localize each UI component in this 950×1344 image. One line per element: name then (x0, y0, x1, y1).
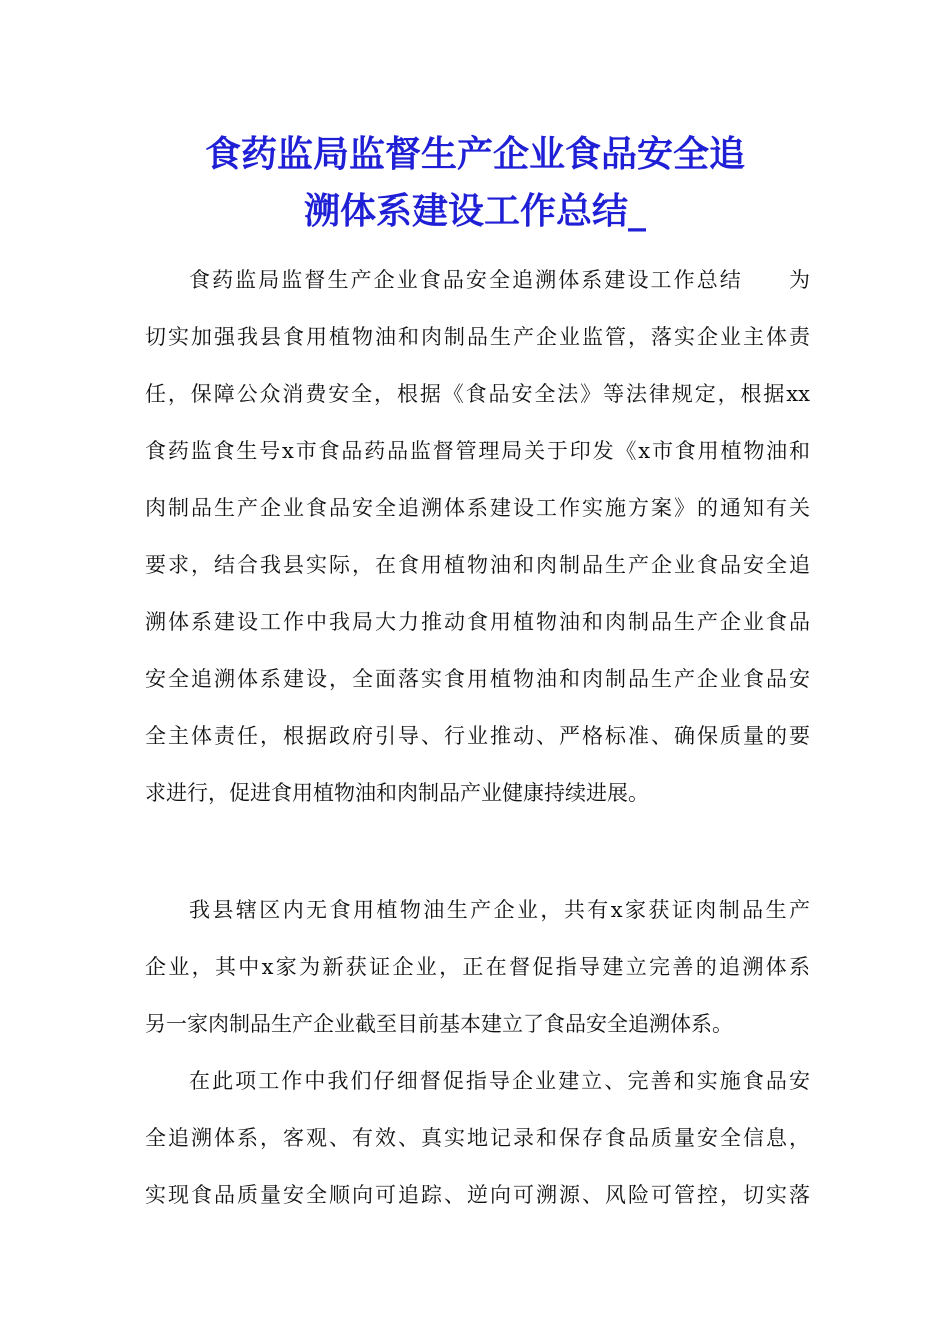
title-line-1: 食药监局监督生产企业食品安全追 (204, 134, 745, 175)
paragraph-line: 企业，其中x家为新获证企业，正在督促指导建立完善的追溯体系 (145, 955, 810, 979)
paragraph-line: 要求，结合我县实际，在食用植物油和肉制品生产企业食品安全追 (145, 553, 810, 577)
paragraph-line: 我县辖区内无食用植物油生产企业，共有x家获证肉制品生产 (189, 898, 810, 922)
paragraph-line: 肉制品生产企业食品安全追溯体系建设工作实施方案》的通知有关 (145, 496, 810, 520)
paragraph-3 (145, 1053, 810, 1224)
paragraph-line: 安全追溯体系建设，全面落实食用植物油和肉制品生产企业食品安 (145, 667, 810, 691)
title-line-2: 溯体系建设工作总结_ (303, 191, 646, 232)
paragraph-line: 食药监食生号x市食品药品监督管理局关于印发《x市食用植物油和 (145, 439, 810, 463)
paragraph-line: 全主体责任，根据政府引导、行业推动、严格标准、确保质量的要 (145, 724, 810, 748)
paragraph-line: 实现食品质量安全顺向可追踪、逆向可溯源、风险可管控，切实落 (145, 1183, 810, 1207)
paragraph-line: 全追溯体系，客观、有效、真实地记录和保存食品质量安全信息， (145, 1126, 810, 1150)
paragraph-line: 求进行，促进食用植物油和肉制品产业健康持续进展。 (145, 781, 649, 805)
paragraph-1 (145, 252, 810, 822)
paragraph-line: 另一家肉制品生产企业截至目前基本建立了食品安全追溯体系。 (145, 1012, 733, 1036)
paragraph-2 (145, 882, 810, 1053)
document-title (140, 126, 810, 240)
paragraph-line: 食药监局监督生产企业食品安全追溯体系建设工作总结 为 (189, 268, 810, 292)
paragraph-line: 在此项工作中我们仔细督促指导企业建立、完善和实施食品安 (189, 1069, 810, 1093)
paragraph-line: 溯体系建设工作中我局大力推动食用植物油和肉制品生产企业食品 (145, 610, 810, 634)
paragraph-line: 任，保障公众消费安全，根据《食品安全法》等法律规定，根据xx (145, 382, 810, 406)
paragraph-line: 切实加强我县食用植物油和肉制品生产企业监管，落实企业主体责 (145, 325, 810, 349)
